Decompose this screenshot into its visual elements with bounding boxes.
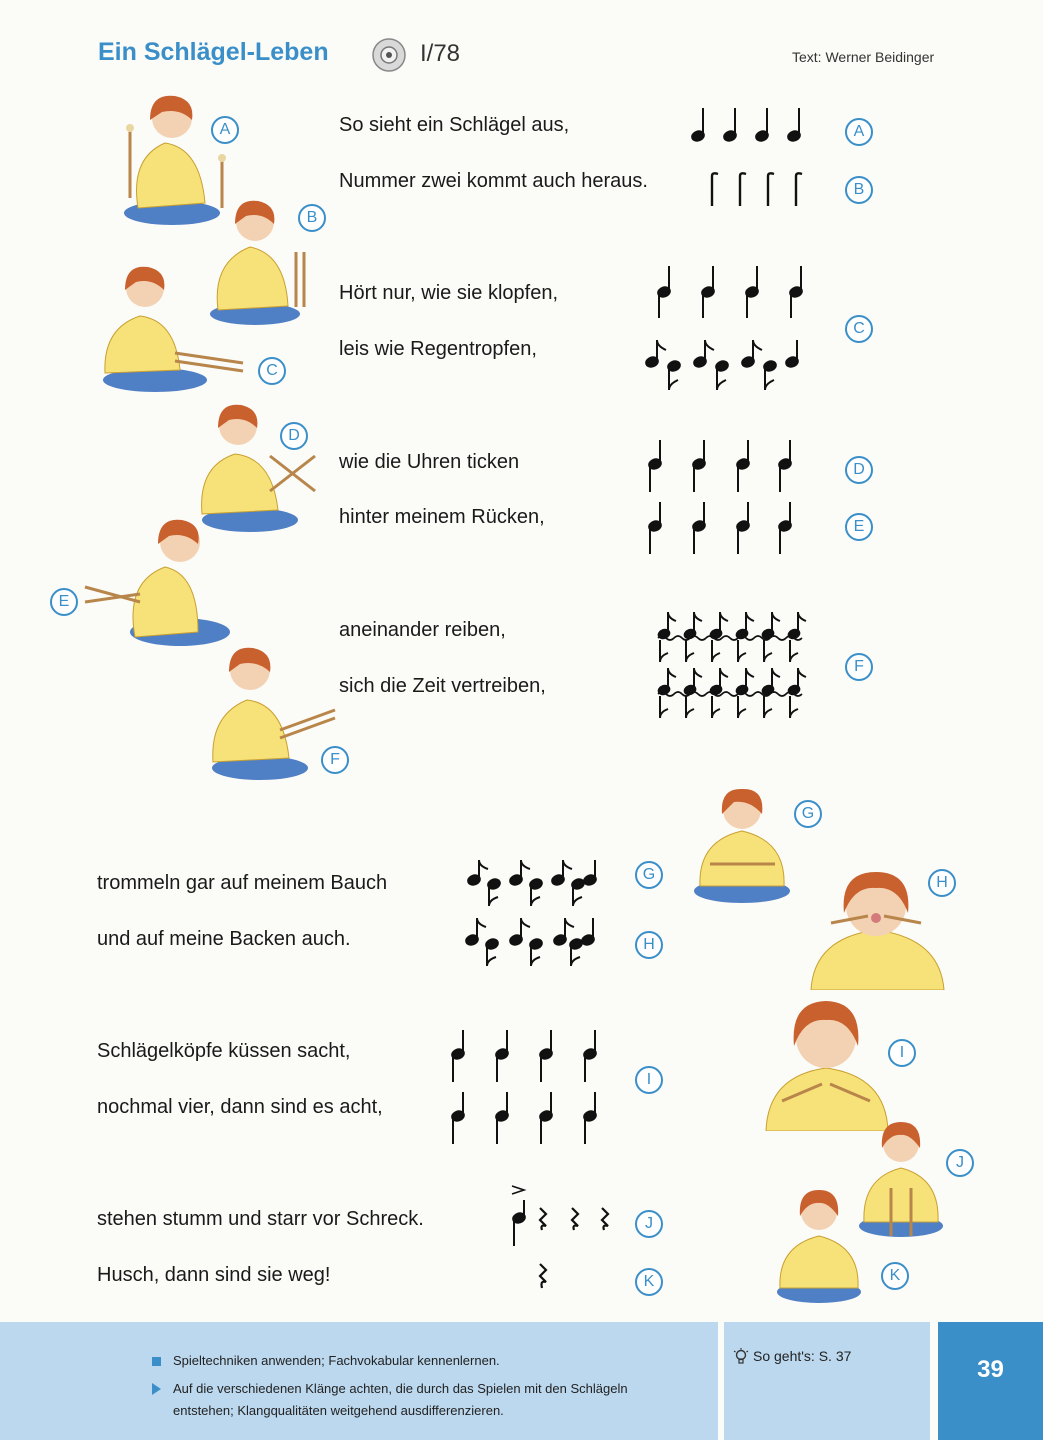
figure-marker-h: H [928, 869, 956, 897]
marker-k: K [635, 1268, 663, 1296]
rhythm-eighth-notes [644, 336, 804, 392]
square-bullet-icon [152, 1357, 161, 1366]
lyric-line: und auf meine Backen auch. [97, 928, 351, 950]
child-illustration [80, 512, 235, 657]
lyric-line: wie die Uhren ticken [339, 451, 520, 473]
marker-d: D [845, 456, 873, 484]
marker-e: E [845, 513, 873, 541]
rhythm-rubbing-notes [656, 608, 811, 666]
lyric-line: sich die Zeit vertreiben, [339, 675, 546, 697]
rhythm-rest [534, 1262, 554, 1292]
marker-j: J [635, 1210, 663, 1238]
child-illustration [690, 786, 795, 906]
child-illustration [806, 868, 948, 990]
figure-marker-f: F [321, 746, 349, 774]
track-number: I/78 [420, 40, 461, 67]
marker-g: G [635, 861, 663, 889]
rhythm-quarter-notes [688, 104, 818, 144]
lyric-line: leis wie Regentropfen, [339, 338, 537, 360]
rhythm-eighth-notes [466, 856, 601, 910]
lyric-line: Husch, dann sind sie weg! [97, 1264, 331, 1286]
rhythm-quarter-notes [448, 1026, 603, 1084]
rhythm-quarter-notes [448, 1088, 603, 1146]
footer-divider [718, 1322, 724, 1440]
lyric-line: So sieht ein Schlägel aus, [339, 114, 570, 136]
figure-marker-e: E [50, 588, 78, 616]
rhythm-accent-and-rests [508, 1182, 618, 1248]
marker-b: B [845, 176, 873, 204]
song-title: Ein Schlägel-Leben [98, 38, 329, 66]
learning-objective: Auf die verschiedenen Klänge achten, die durch das Spielen mit den Schlägeln [173, 1381, 628, 1396]
figure-marker-d: D [280, 422, 308, 450]
figure-marker-i: I [888, 1039, 916, 1067]
cd-icon [372, 38, 406, 72]
learning-objective: Spieltechniken anwenden; Fachvokabular kennenlernen. [173, 1353, 500, 1368]
lightbulb-icon [733, 1348, 749, 1366]
tip-reference: So geht's: S. 37 [753, 1348, 852, 1364]
rhythm-quarter-notes [645, 498, 795, 556]
lyric-line: hinter meinem Rücken, [339, 506, 545, 528]
marker-i: I [635, 1066, 663, 1094]
figure-marker-a: A [211, 116, 239, 144]
rhythm-rubbing-notes [656, 664, 811, 722]
lyric-line: Schlägelköpfe küssen sacht, [97, 1040, 351, 1062]
rhythm-quarter-notes [645, 436, 795, 494]
child-illustration [762, 996, 890, 1131]
lyric-line: stehen stumm und starr vor Schreck. [97, 1208, 424, 1230]
page-number: 39 [977, 1356, 1004, 1383]
lyric-line: aneinander reiben, [339, 619, 506, 641]
triangle-bullet-icon [152, 1383, 161, 1395]
text-credit: Text: Werner Beidinger [792, 49, 935, 65]
figure-marker-k: K [881, 1262, 909, 1290]
child-illustration [856, 1118, 946, 1238]
marker-f: F [845, 653, 873, 681]
lyric-line: nochmal vier, dann sind es acht, [97, 1096, 383, 1118]
child-illustration [95, 258, 250, 398]
rhythm-quarter-notes [655, 262, 810, 320]
figure-marker-b: B [298, 204, 326, 232]
footer-divider [930, 1322, 938, 1440]
child-illustration [774, 1186, 864, 1304]
marker-c: C [845, 315, 873, 343]
marker-a: A [845, 118, 873, 146]
lyric-line: Nummer zwei kommt auch heraus. [339, 170, 648, 192]
figure-marker-c: C [258, 357, 286, 385]
learning-objective: entstehen; Klangqualitäten weitgehend ausdifferenzieren. [173, 1403, 504, 1418]
figure-marker-g: G [794, 800, 822, 828]
lyric-line: Hört nur, wie sie klopfen, [339, 282, 558, 304]
child-illustration [205, 640, 340, 785]
lyric-line: trommeln gar auf meinem Bauch [97, 872, 388, 894]
figure-marker-j: J [946, 1149, 974, 1177]
rhythm-eighth-notes [464, 914, 599, 970]
marker-h: H [635, 931, 663, 959]
rhythm-stems [704, 168, 814, 208]
